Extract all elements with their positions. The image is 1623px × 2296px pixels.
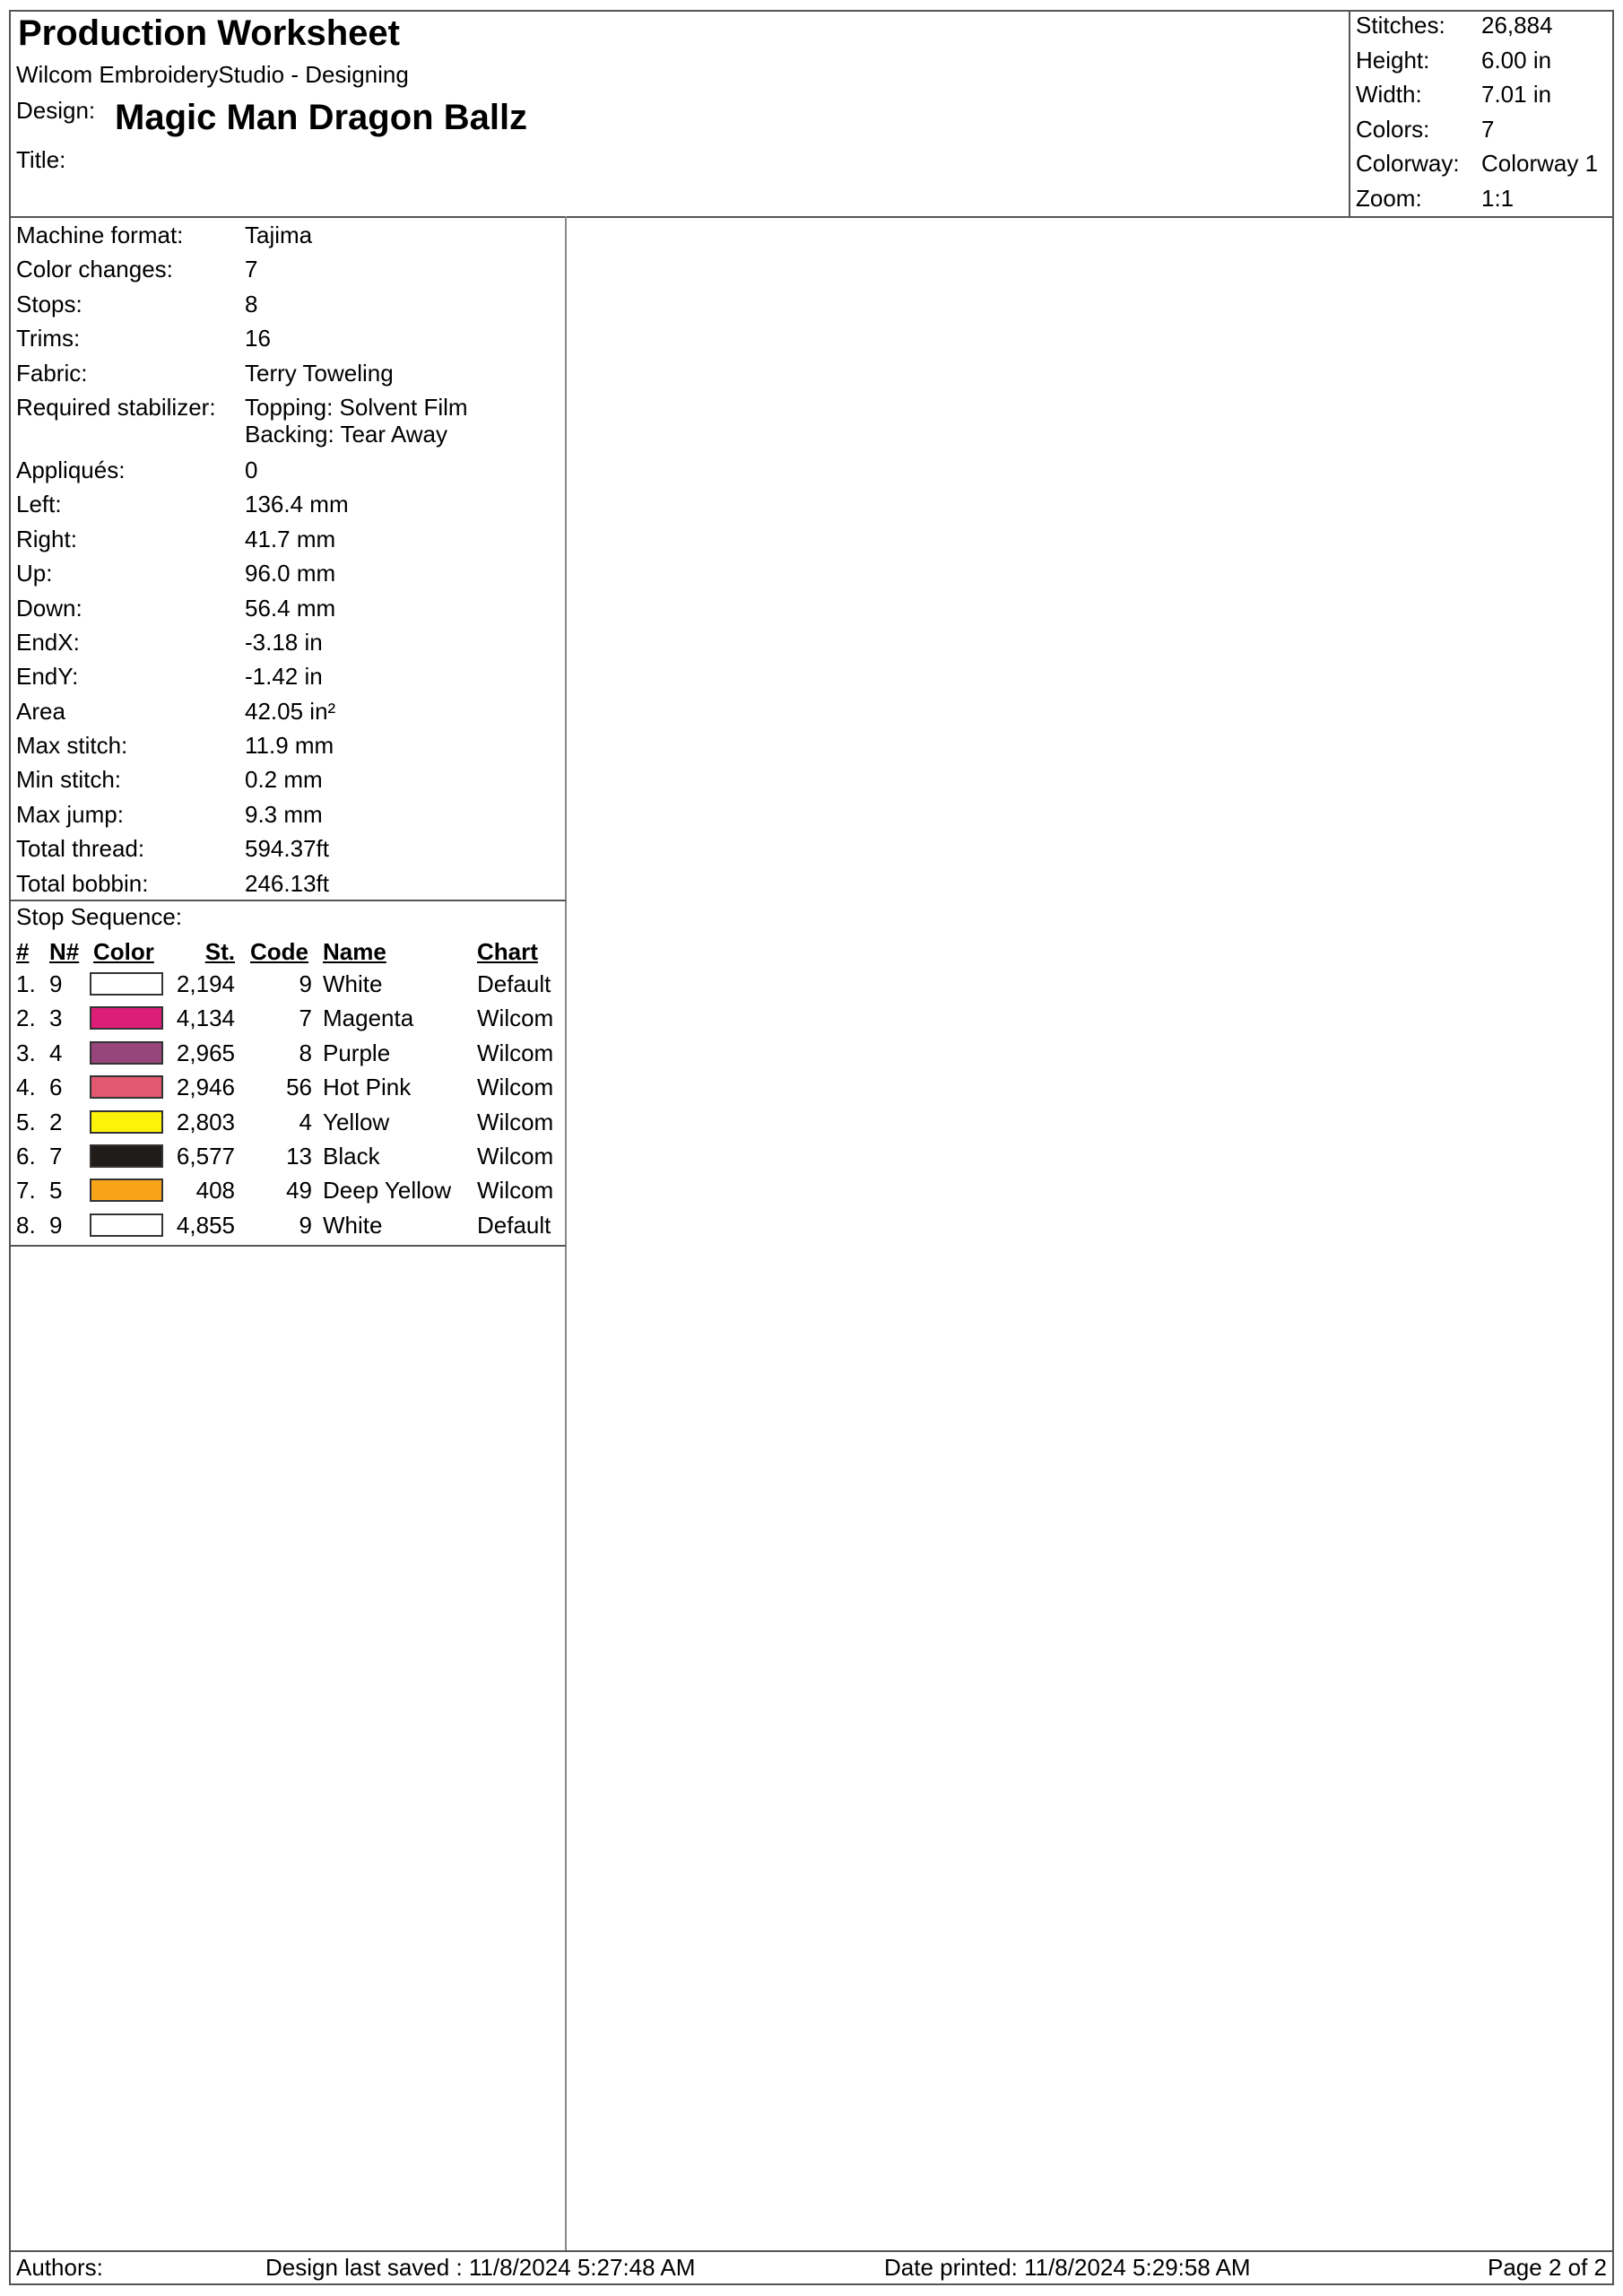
thread-chart: Wilcom	[477, 1177, 554, 1205]
stop-number: 8.	[16, 1211, 36, 1239]
detail-value: 7	[245, 256, 258, 283]
detail-label: Total bobbin:	[16, 869, 149, 897]
detail-value: 42.05 in²	[245, 697, 336, 725]
thread-name: White	[323, 970, 383, 997]
header-stitches: St.	[204, 938, 235, 965]
detail-row	[16, 831, 563, 865]
summary-divider	[1349, 10, 1350, 217]
summary-row	[1356, 115, 1611, 150]
summary-value: Colorway 1	[1481, 150, 1599, 177]
summary-label: Width:	[1356, 81, 1422, 108]
summary-row	[1356, 46, 1611, 81]
thread-code: 56	[286, 1074, 312, 1101]
summary-row	[1356, 80, 1611, 115]
summary-label: Colorway:	[1356, 150, 1460, 177]
page-title: Production Worksheet	[18, 13, 400, 53]
detail-label: Required stabilizer:	[16, 393, 216, 421]
summary-label: Colors:	[1356, 115, 1430, 143]
detail-value: 8	[245, 290, 258, 317]
detail-row	[16, 389, 563, 452]
summary-value: 7.01 in	[1481, 81, 1552, 108]
detail-value: Terry Toweling	[245, 359, 394, 387]
detail-row	[16, 590, 563, 624]
summary-row	[1356, 149, 1611, 184]
detail-row	[16, 624, 563, 658]
detail-value: 96.0 mm	[245, 560, 336, 587]
detail-row	[16, 251, 563, 285]
stop-row	[0, 1037, 574, 1071]
detail-label: EndX:	[16, 628, 80, 656]
thread-code: 49	[286, 1177, 312, 1205]
thread-chart: Wilcom	[477, 1142, 554, 1170]
stitch-count: 2,965	[176, 1039, 235, 1066]
needle-number: 9	[49, 970, 63, 997]
stop-sequence-table	[0, 968, 574, 1243]
stop-row	[0, 968, 574, 1002]
detail-value: 41.7 mm	[245, 525, 336, 552]
detail-row	[16, 355, 563, 389]
detail-label: EndY:	[16, 663, 79, 691]
detail-label: Left:	[16, 491, 62, 518]
design-name: Magic Man Dragon Ballz	[115, 98, 528, 137]
thread-code: 13	[286, 1142, 312, 1170]
thread-name: Magenta	[323, 1004, 414, 1032]
stop-row	[0, 1002, 574, 1036]
needle-number: 2	[49, 1108, 63, 1135]
stop-number: 6.	[16, 1142, 36, 1170]
detail-row	[16, 727, 563, 761]
thread-name: Purple	[323, 1039, 391, 1066]
color-swatch	[90, 972, 163, 996]
thread-chart: Default	[477, 970, 551, 997]
detail-row	[16, 320, 563, 354]
header-code: Code	[250, 938, 308, 965]
stop-sequence-header-row	[0, 937, 574, 966]
design-label: Design:	[16, 97, 96, 124]
detail-row	[16, 796, 563, 831]
detail-row	[16, 761, 563, 796]
stop-sequence-bottom-border	[9, 1245, 566, 1247]
detail-label: Machine format:	[16, 222, 184, 248]
summary-label: Stitches:	[1356, 12, 1445, 39]
color-swatch	[90, 1178, 163, 1202]
stop-row	[0, 1209, 574, 1243]
detail-label: Stops:	[16, 290, 82, 317]
detail-value: 16	[245, 325, 271, 352]
needle-number: 5	[49, 1177, 63, 1205]
header-color: Color	[93, 938, 154, 965]
color-swatch	[90, 1110, 163, 1134]
header-num: #	[16, 938, 30, 965]
color-swatch	[90, 1213, 163, 1237]
needle-number: 7	[49, 1142, 63, 1170]
color-swatch	[90, 1144, 163, 1168]
header-chart: Chart	[477, 938, 538, 965]
stop-number: 4.	[16, 1074, 36, 1101]
stop-row	[0, 1174, 574, 1208]
details-divider	[9, 900, 566, 901]
footer-divider	[9, 2250, 1614, 2252]
footer-date-printed: Date printed: 11/8/2024 5:29:58 AM	[884, 2254, 1251, 2281]
stitch-count: 408	[195, 1177, 235, 1205]
detail-value: 246.13ft	[245, 869, 329, 897]
footer-last-saved: Design last saved : 11/8/2024 5:27:48 AM	[265, 2254, 696, 2281]
title-label: Title:	[16, 146, 66, 173]
color-swatch	[90, 1075, 163, 1099]
color-swatch	[90, 1041, 163, 1065]
thread-code: 9	[299, 1211, 312, 1239]
summary-label: Zoom:	[1356, 184, 1422, 212]
detail-value: 594.37ft	[245, 835, 329, 863]
thread-chart: Default	[477, 1211, 551, 1239]
application-name: Wilcom EmbroideryStudio - Designing	[16, 61, 409, 88]
detail-row	[16, 555, 563, 589]
stitch-count: 4,855	[176, 1211, 235, 1239]
details-panel	[16, 217, 563, 900]
needle-number: 9	[49, 1211, 63, 1239]
stop-number: 3.	[16, 1039, 36, 1066]
detail-value: Tajima	[245, 222, 313, 248]
stitch-count: 6,577	[176, 1142, 235, 1170]
detail-label: Max jump:	[16, 800, 124, 828]
detail-row	[16, 521, 563, 555]
detail-label: Trims:	[16, 325, 81, 352]
summary-value: 6.00 in	[1481, 46, 1552, 74]
detail-row	[16, 286, 563, 320]
detail-label: Min stitch:	[16, 766, 122, 794]
detail-label: Appliqués:	[16, 456, 126, 483]
detail-value-secondary: Backing: Tear Away	[245, 420, 447, 448]
detail-label: Down:	[16, 594, 82, 622]
thread-code: 4	[299, 1108, 312, 1135]
detail-row	[16, 452, 563, 486]
stop-row	[0, 1071, 574, 1105]
thread-chart: Wilcom	[477, 1004, 554, 1032]
summary-value: 1:1	[1481, 184, 1515, 212]
detail-label: Fabric:	[16, 359, 88, 387]
needle-number: 3	[49, 1004, 63, 1032]
detail-label: Max stitch:	[16, 732, 128, 760]
detail-value: -1.42 in	[245, 663, 323, 691]
detail-row	[16, 865, 563, 900]
stop-row	[0, 1106, 574, 1140]
detail-value: 56.4 mm	[245, 594, 336, 622]
detail-label: Total thread:	[16, 835, 145, 863]
summary-label: Height:	[1356, 46, 1430, 74]
summary-row	[1356, 184, 1611, 219]
needle-number: 6	[49, 1074, 63, 1101]
thread-name: Yellow	[323, 1108, 390, 1135]
detail-value: 11.9 mm	[245, 732, 334, 760]
thread-name: Black	[323, 1142, 380, 1170]
detail-value: 0.2 mm	[245, 766, 323, 794]
thread-code: 9	[299, 970, 312, 997]
detail-row	[16, 486, 563, 520]
thread-name: Hot Pink	[323, 1074, 412, 1101]
stop-number: 2.	[16, 1004, 36, 1032]
detail-label: Color changes:	[16, 256, 173, 283]
stitch-count: 2,194	[176, 970, 235, 997]
thread-code: 8	[299, 1039, 312, 1066]
thread-code: 7	[299, 1004, 312, 1032]
thread-name: White	[323, 1211, 383, 1239]
stop-row	[0, 1140, 574, 1174]
detail-label: Up:	[16, 560, 53, 587]
detail-value: 136.4 mm	[245, 491, 349, 518]
needle-number: 4	[49, 1039, 63, 1066]
detail-row	[16, 693, 563, 727]
detail-label: Right:	[16, 525, 77, 552]
stop-number: 5.	[16, 1108, 36, 1135]
detail-value: 0	[245, 456, 258, 483]
thread-name: Deep Yellow	[323, 1177, 452, 1205]
detail-label: Area	[16, 697, 65, 725]
footer-authors: Authors:	[16, 2254, 103, 2281]
summary-row	[1356, 11, 1611, 46]
header-name: Name	[323, 938, 386, 965]
stop-sequence-label: Stop Sequence:	[16, 903, 183, 930]
detail-row	[16, 217, 563, 251]
stop-number: 7.	[16, 1177, 36, 1205]
header-needle: N#	[49, 938, 80, 965]
color-swatch	[90, 1006, 163, 1030]
summary-panel	[1356, 11, 1611, 218]
summary-value: 7	[1481, 115, 1495, 143]
stitch-count: 2,803	[176, 1108, 235, 1135]
detail-value: -3.18 in	[245, 628, 323, 656]
detail-value: 9.3 mm	[245, 800, 323, 828]
stop-number: 1.	[16, 970, 36, 997]
detail-value: Topping: Solvent Film	[245, 393, 468, 421]
thread-chart: Wilcom	[477, 1074, 554, 1101]
thread-chart: Wilcom	[477, 1108, 554, 1135]
summary-value: 26,884	[1481, 12, 1553, 39]
footer-page-number: Page 2 of 2	[1488, 2254, 1607, 2281]
detail-row	[16, 658, 563, 692]
thread-chart: Wilcom	[477, 1039, 554, 1066]
stitch-count: 4,134	[176, 1004, 235, 1032]
stitch-count: 2,946	[176, 1074, 235, 1101]
